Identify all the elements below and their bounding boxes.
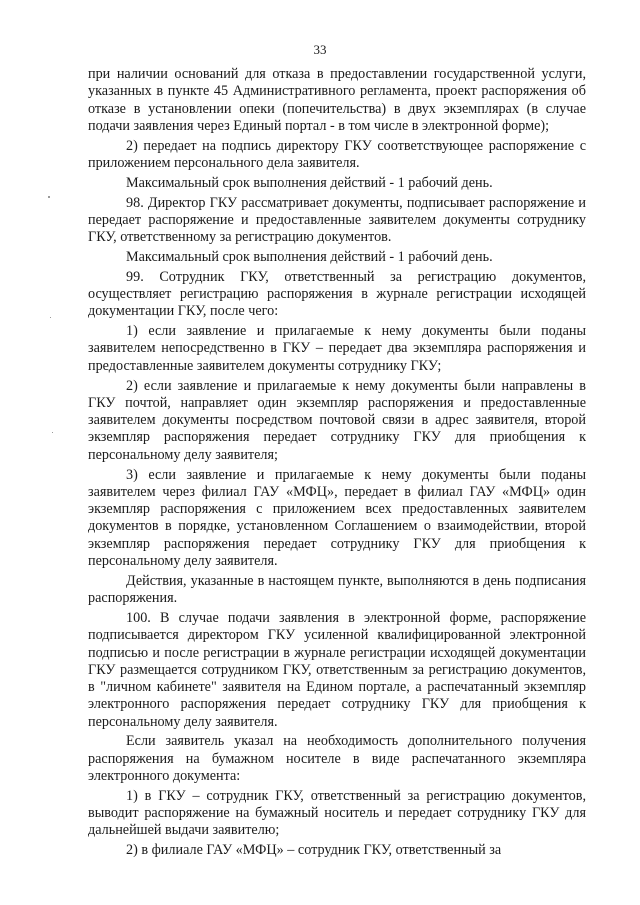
paragraph-deadline: Максимальный срок выполнения действий - 1 рабочий день. xyxy=(126,174,493,191)
paragraph-item-2-submit-for-signature: 2) передает на подпись директору ГКУ соответствующее распоряжение с приложением персонального дела заявителя. xyxy=(88,137,586,171)
paragraph-99-item-2: 2) если заявление и прилагаемые к нему документы были направлены в ГКУ почтой, направляет один экземпляр распоряжения и предоставленные заявителем документы посредством почтовой связи в адрес заявителя, второй экземпляр распоряжения передает сотруднику ГКУ для приобщения к персональному делу заявителя; xyxy=(88,377,586,463)
paragraph-100: 100. В случае подачи заявления в электронной форме, распоряжение подписывается директором ГКУ усиленной квалифицированной электронной подписью и после регистрации в журнале регистрации исходящей документации ГКУ размещается сотрудником ГКУ, ответственным за регистрацию документов, в "личном кабинете" заявителя на Едином портале, а распечатанный экземпляр электронного распоряжения передает сотруднику ГКУ для приобщения к персональному делу заявителя. xyxy=(88,609,586,730)
scan-speck xyxy=(50,317,51,318)
scan-speck xyxy=(52,432,53,433)
paragraph-99-item-1: 1) если заявление и прилагаемые к нему документы были поданы заявителем непосредственно в ГКУ – передает два экземпляра распоряжения и предоставленные заявителем документы сотруднику ГКУ; xyxy=(88,323,586,374)
paragraph-paper-copy-item-2: 2) в филиале ГАУ «МФЦ» – сотрудник ГКУ, ответственный за xyxy=(126,842,502,859)
page-number: 33 xyxy=(313,42,327,57)
paragraph-99: 99. Сотрудник ГКУ, ответственный за регистрацию документов, осуществляет регистрацию распоряжения в журнале регистрации исходящей документации ГКУ, после чего: xyxy=(88,268,586,320)
paragraph-paper-copy: Если заявитель указал на необходимость дополнительного получения распоряжения на бумажном носителе в виде распечатанного экземпляра электронного документа: xyxy=(88,733,586,785)
paragraph-98: 98. Директор ГКУ рассматривает документы, подписывает распоряжение и передает распоряжение и предоставленные заявителем документы сотруднику ГКУ, ответственному за регистрацию документов. xyxy=(88,194,586,246)
paragraph-actions-timing: Действия, указанные в настоящем пункте, выполняются в день подписания распоряжения. xyxy=(88,572,586,607)
scan-speck xyxy=(48,196,50,198)
paragraph-paper-copy-item-1: 1) в ГКУ – сотрудник ГКУ, ответственный за регистрацию документов, выводит распоряжение на бумажный носитель и передает сотруднику ГКУ для дальнейшей выдачи заявителю; xyxy=(88,787,586,839)
document-body xyxy=(88,66,586,862)
paragraph-99-item-3: 3) если заявление и прилагаемые к нему документы были поданы заявителем через филиал ГАУ «МФЦ», передает в филиал ГАУ «МФЦ» один экземпляр распоряжения с приложением всех предоставленных заявителем документов в порядке, установленном Соглашением о взаимодействии, второй экземпляр распоряжения передает сотруднику ГКУ для приобщения к персональному делу заявителя. xyxy=(88,466,586,570)
paragraph-continuation: при наличии оснований для отказа в предоставлении государственной услуги, указанных в пункте 45 Административного регламента, проект распоряжения об отказе в установлении опеки (попечительства) в двух экземплярах (в случае подачи заявления через Единый портал - в том числе в электронной форме); xyxy=(88,66,586,134)
paragraph-deadline: Максимальный срок выполнения действий - 1 рабочий день. xyxy=(126,248,493,265)
